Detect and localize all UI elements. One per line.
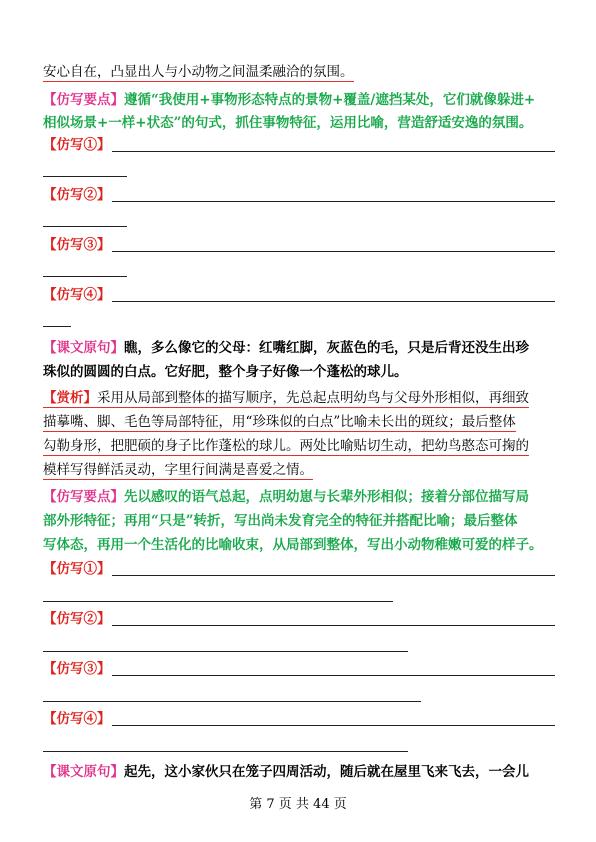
tips-text: 先以感叹的语气总起，点明幼崽与长辈外形相似；接着分部位描写局 xyxy=(124,489,529,505)
appreciation-text: 描摹嘴、脚、毛色等局部特征，用“珍珠似的白点”比喻未长出的斑纹；最后整体 xyxy=(43,414,516,430)
answer-blank-tail[interactable] xyxy=(43,176,127,177)
answer-blank[interactable] xyxy=(112,151,555,152)
answer-blank-tail[interactable] xyxy=(43,601,393,602)
practice-label: 【仿写④】 xyxy=(43,287,111,303)
original-line xyxy=(43,362,558,382)
answer-blank[interactable] xyxy=(112,251,555,252)
practice-label: 【仿写①】 xyxy=(43,137,111,153)
tips-line xyxy=(43,113,558,133)
practice-label: 【仿写④】 xyxy=(43,711,111,727)
underlined-text: 安心自在，凸显出人与小动物之间温柔融洽的氛围。 xyxy=(43,64,354,80)
answer-blank[interactable] xyxy=(112,625,555,626)
tips-text: 相似场景+一样+状态”的句式，抓住事物特征，运用比喻，营造舒适安逸的氛围。 xyxy=(43,115,533,131)
tips-label: 【仿写要点】 xyxy=(43,489,124,505)
original-line xyxy=(43,338,558,358)
appreciation-text: 勾勒身形，把肥硕的身子比作蓬松的球儿。两处比喻贴切生动，把幼鸟憨态可掬的 xyxy=(43,438,529,454)
practice-row-2 xyxy=(43,185,555,205)
practice-row-4 xyxy=(43,709,555,729)
practice-label: 【仿写②】 xyxy=(43,611,111,627)
answer-blank-tail[interactable] xyxy=(43,226,127,227)
original-label: 【课文原句】 xyxy=(43,764,124,780)
appreciation-label: 【赏析】 xyxy=(43,390,97,406)
original-label: 【课文原句】 xyxy=(43,340,124,356)
appreciation-text: 采用从局部到整体的描写顺序，先总起点明幼鸟与父母外形相似，再细致 xyxy=(97,390,529,406)
answer-blank[interactable] xyxy=(112,575,555,576)
practice-row-2 xyxy=(43,609,555,629)
answer-blank-tail[interactable] xyxy=(43,701,421,702)
tips-text: 部外形特征；再用“只是”转折，写出尚未发育完全的特征并搭配比喻；最后整体 xyxy=(43,513,518,529)
answer-blank[interactable] xyxy=(112,725,555,726)
tips-line xyxy=(43,487,558,507)
answer-blank-tail[interactable] xyxy=(43,651,408,652)
tips-line xyxy=(43,90,558,110)
appreciation-line xyxy=(43,436,558,456)
answer-blank-tail[interactable] xyxy=(43,276,127,277)
practice-row-1 xyxy=(43,135,555,155)
appreciation-line xyxy=(43,412,558,432)
original-text: 珠似的圆圆的白点。它好肥，整个身子好像一个蓬松的球儿。 xyxy=(43,364,408,380)
tips-text: 写体态，再用一个生活化的比喻收束，从局部到整体，写出小动物稚嫩可爱的样子。 xyxy=(43,537,543,553)
practice-label: 【仿写③】 xyxy=(43,661,111,677)
answer-blank[interactable] xyxy=(112,301,555,302)
practice-row-4 xyxy=(43,285,555,305)
answer-blank[interactable] xyxy=(112,201,555,202)
original-line xyxy=(43,762,558,782)
tips-line xyxy=(43,511,558,531)
practice-row-3 xyxy=(43,659,555,679)
original-text: 瞧，多么像它的父母：红嘴红脚，灰蓝色的毛，只是后背还没生出珍 xyxy=(124,340,529,356)
page-footer: 第 7 页 共 44 页 xyxy=(249,797,347,812)
practice-row-1 xyxy=(43,559,555,579)
tips-label: 【仿写要点】 xyxy=(43,92,124,108)
practice-label: 【仿写③】 xyxy=(43,237,111,253)
appreciation-line xyxy=(43,460,558,480)
appreciation-text: 模样写得鲜活灵动，字里行间满是喜爱之情。 xyxy=(43,462,313,478)
original-text: 起先，这小家伙只在笼子四周活动，随后就在屋里飞来飞去，一会儿 xyxy=(124,764,529,780)
answer-blank[interactable] xyxy=(112,675,555,676)
practice-label: 【仿写①】 xyxy=(43,561,111,577)
practice-row-3 xyxy=(43,235,555,255)
tips-line xyxy=(43,535,558,555)
answer-blank-tail[interactable] xyxy=(43,751,408,752)
tips-text: 遵循“我使用+事物形态特点的景物+覆盖/遮挡某处，它们就像躲进+ xyxy=(124,92,536,108)
appreciation-line xyxy=(43,388,558,408)
text-line xyxy=(43,62,558,82)
practice-label: 【仿写②】 xyxy=(43,187,111,203)
answer-blank-tail[interactable] xyxy=(43,326,71,327)
